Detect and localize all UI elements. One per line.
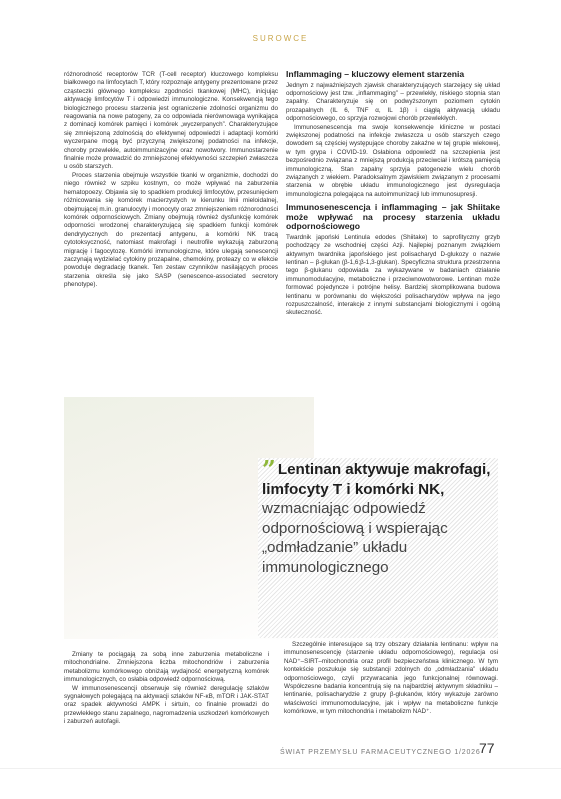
paragraph: Immunosenescencja ma swoje konsekwencje kliniczne w postaci zwiększonej podatności na infekcje zwłaszcza u osób starszych czego dowodem są częściej występujące choroby zakaźne w tej grupie wiekowej, w tym grypa i COVID-19. Osłabiona odpowiedź na szczepienia jest bezpośrednio związana z mniejszą produkcją przeciwciał i krótszą pamięcią immunologiczną. Stan zapalny sprzyja patogenezie wielu chorób związanych z wiekiem. Paradoksalnym zjawiskiem związanym z procesami starzenia w obrębie układu immunologicznego jest dysregulacja immunologiczna polegająca na autoimmunizacji lub immunosupresji. (286, 123, 500, 198)
section-heading: Inflammaging – kluczowy element starzenia (286, 69, 465, 79)
paragraph: Szczególnie interesujące są trzy obszary działania lentinanu: wpływ na immunosenescencję (starzenie układu odpornościowego), regulacja osi NAD⁺–SIRT–mitochondria oraz profil bezpieczeństwa klinicznego. W tym kontekście poszukuje się substancji zdolnych do „odmładzania” układu odpornościowego, czyli przywracania jego funkcjonalnej równowagi. Współczesne badania koncentrują się na najbardziej aktywnym składniku – lentinanie, polisacharydzie z grupy β-glukanów, który wykazuje zarówno właściwości immunomodulacyjne, jak i wpływ na metaboliczne funkcje komórkowe, w tym mitochondria i metabolizm NAD⁺. (284, 641, 498, 716)
paragraph: Jednym z najważniejszych zjawisk charakteryzujących starzejący się układ odpornościowy jest tzw. „inflammaging” – przewlekły, niskiego stopnia stan zapalny. Charakteryzuje się on podwyższonym poziomem cytokin prozapalnych (IL 6, TNF α, IL 1β) i ciągłą aktywacją układu odpornościowego, co sprzyja rozwojowi chorób przewlekłych. (286, 81, 500, 123)
pull-quote (262, 455, 502, 577)
page-number: 77 (479, 740, 495, 756)
left-top-column (64, 71, 278, 290)
left-bottom-column (64, 651, 269, 727)
quote-light-text: wzmacniając odpowiedź odpornościową i wspierając „odmładzanie” układu immunologicznego (262, 500, 448, 576)
section-heading: Immunosenescencja i inflammaging – jak Shiitake może wpływać na procesy starzenia układu odpornościowego (286, 202, 500, 232)
paragraph: Twardnik japoński Lentinula edodes (Shiitake) to saprofityczny grzyb pochodzący ze wschodniej części Azji. Najlepiej poznanym związkiem aktywnym twardnika japońskiego jest polisacharyd D-glukozy o nazwie lentinan – β-glukan (β-1,6;β-1,3-glukan). Specyficzna struktura przestrzenna tego β-glukanu odpowiada za wykazywane w badaniach działanie immunomodulacyjne, metaboliczne i przeciwnowotworowe. Lentinan może formować pojedyncze i potrójne helisy. Bardziej skomplikowana budowa lentinanu w porównaniu do większości polisacharydów wpływa na jego rozpuszczalność, interakcje z innymi substancjami biologicznymi i ogólną skuteczność. (286, 233, 500, 317)
right-bottom-column (284, 641, 498, 717)
footer-divider (0, 768, 561, 769)
paragraph: Zmiany te pociągają za sobą inne zaburzenia metaboliczne i mitochondrialne. Zmniejszona liczba mitochondriów i zaburzenia metabolizmu komórkowego obniżają wydajność energetyczną komórek immunologicznych, co osłabia odpowiedź odpornościową. (64, 651, 269, 684)
paragraph: W immunosenescencji obserwuje się również deregulację szlaków sygnałowych polegającą na aktywacji szlaków NF-κB, mTOR i JAK-STAT oraz spadek aktywności AMPK i sirtuin, co finalnie prowadzi do przewlekłego stanu zapalnego, nagromadzenia uszkodzeń komórkowych i zaburzeń autofagii. (64, 684, 269, 726)
paragraph: różnorodność receptorów TCR (T-cell receptor) kluczowego kompleksu białkowego na limfocytach T, który rozpoznaje antygeny prezentowane przez cząsteczki głównego kompleksu zgodności tkankowej (MHC), inicjując aktywację limfocytów T i odpowiedzi immunologiczne. Konsekwencją tego biologicznego procesu starzenia jest ograniczenie zdolności organizmu do reagowania na nowe patogeny, za co odpowiada nierównowaga wynikająca z dominacji komórek pamięci i komórek „wyczerpanych”. Charakteryzujące się zmniejszoną zdolnością do efektywnej odpowiedzi i adaptacji komórki wyczerpane mogą być przyczyną zwiększonej podatności na infekcje, choroby przewlekłe, autoimmunizacyjne oraz nowotwory. Immunostarzenie finalnie może prowadzić do zmniejszonej efektywności szczepień zwłaszcza u osób starszych. (64, 71, 278, 171)
section-label: SUROWCE (252, 34, 309, 43)
journal-footer: ŚWIAT PRZEMYSŁU FARMACEUTYCZNEGO 1/2026 (280, 749, 481, 756)
quote-mark-icon: ” (262, 455, 276, 484)
right-top-column (286, 70, 500, 318)
paragraph: Proces starzenia obejmuje wszystkie tkanki w organizmie, dochodzi do niego również w szpiku kostnym, co może wpływać na zaburzenia hematopoezy. Objawia się to spadkiem produkcji limfocytów, przesunięciem różnicowania się komórek macierzystych w kierunku linii mieloidalnej, obejmującej m.in. granulocyty i monocyty oraz zmniejszeniem różnorodności komórek odpornościowych. Zmiany obejmują również dysfunkcję komórek odporności wrodzonej charakteryzującą się spadkiem funkcji komórek dendrytycznych do prezentacji antygenu, a komórki NK tracą cytotoksyczność, natomiast makrofagi i neutrofile wykazują zaburzoną migrację i fagocytozę. Komórki immunologiczne, które ulegają senescencji zaczynają wydzielać cytokiny prozapalne, chemokiny, proteazy co w efekcie powoduje degradację tkanek. Ten zestaw czynników nasilających proces starzenia określa się jako SASP (senescence-associated secretory phenotype). (64, 171, 278, 289)
quote-bold-text: Lentinan aktywuje makrofagi, limfocyty T i komórki NK, (262, 461, 491, 498)
